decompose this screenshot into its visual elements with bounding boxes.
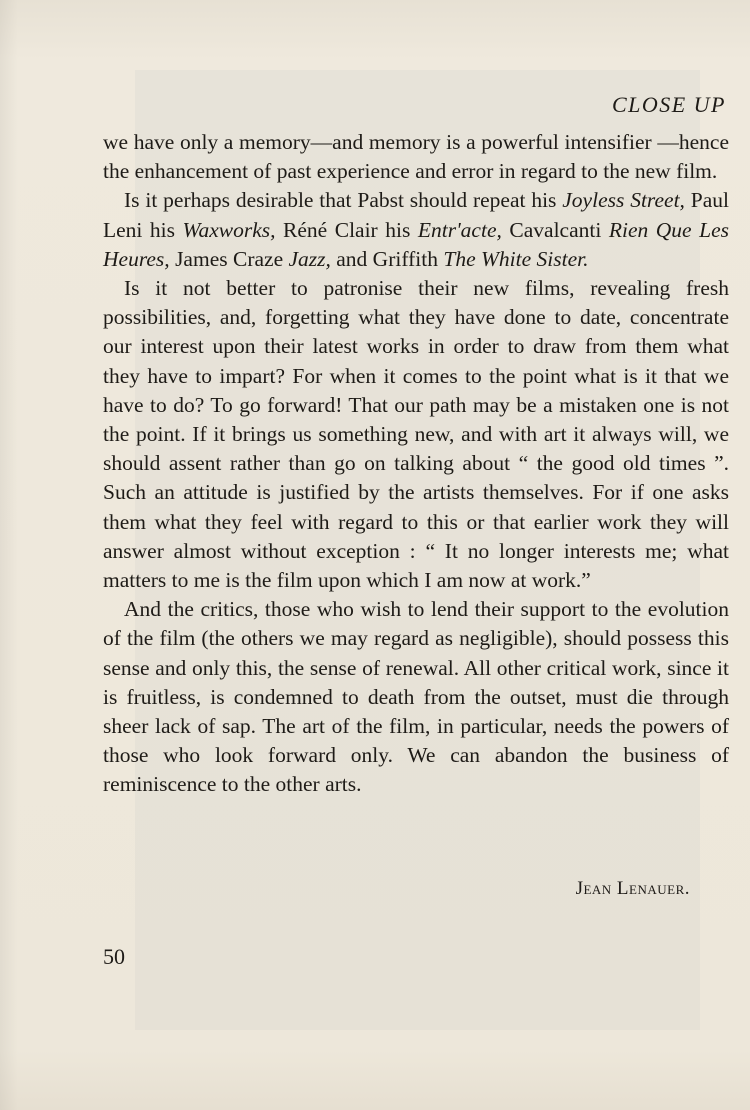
page-number: 50	[103, 944, 125, 969]
text-run: And the critics, those who wish to lend their support to the evolution of the film (the others we may regard as negligible), should possess this sense and only this, the sense of renewal. All other critical work, since it is fruitless, is condemned to death from the outset, must die through sheer lack of sap. The art of the film, in particular, needs the powers of those who look forward only. We can abandon the business of reminiscence to the other arts.	[103, 597, 729, 797]
text-run: Réné Clair his	[275, 217, 418, 242]
paragraph	[103, 128, 729, 186]
text-run: James Craze	[169, 246, 289, 271]
running-head: CLOSE UP	[611, 92, 726, 117]
film-title: Waxworks,	[182, 217, 276, 242]
film-title: Entr'acte,	[417, 217, 502, 242]
text-run: Is it perhaps desirable that Pabst should repeat his	[124, 188, 563, 213]
film-title: Rien Que Les Heures,	[103, 217, 729, 271]
film-title: The White Sister.	[443, 246, 589, 271]
text-run: and Griffith	[330, 246, 444, 271]
text-run: Paul Leni his	[103, 188, 729, 242]
paragraph	[103, 274, 729, 595]
text-run: Is it not better to patronise their new films, revealing fresh possibilities, and, forgetting what they have done to date, concentrate our interest upon their latest works in order to draw from them what they have to impart? For when it comes to the point what is it that we have to do? To go forward! That our path may be a mistaken one is not the point. If it brings us something new, and with art it always will, we should assent rather than go on talking about “ the good old times ”. Such an attitude is justified by the artists themselves. For if one asks them what they feel with regard to this or that earlier work they will answer almost without exception : “ It no longer interests me; what matters to me is the film upon which I am now at work.”	[103, 276, 729, 593]
author-signature: Jean Lenauer.	[575, 878, 690, 899]
film-title: Jazz,	[288, 246, 331, 271]
text-run: Cavalcanti	[501, 217, 609, 242]
paragraph	[103, 595, 729, 799]
article-body	[103, 128, 729, 800]
paragraph	[103, 186, 729, 274]
text-run: we have only a memory—and memory is a powerful intensifier —hence the enhancement of past experience and error in regard to the new film.	[103, 130, 729, 184]
film-title: Joyless Street,	[562, 188, 685, 213]
